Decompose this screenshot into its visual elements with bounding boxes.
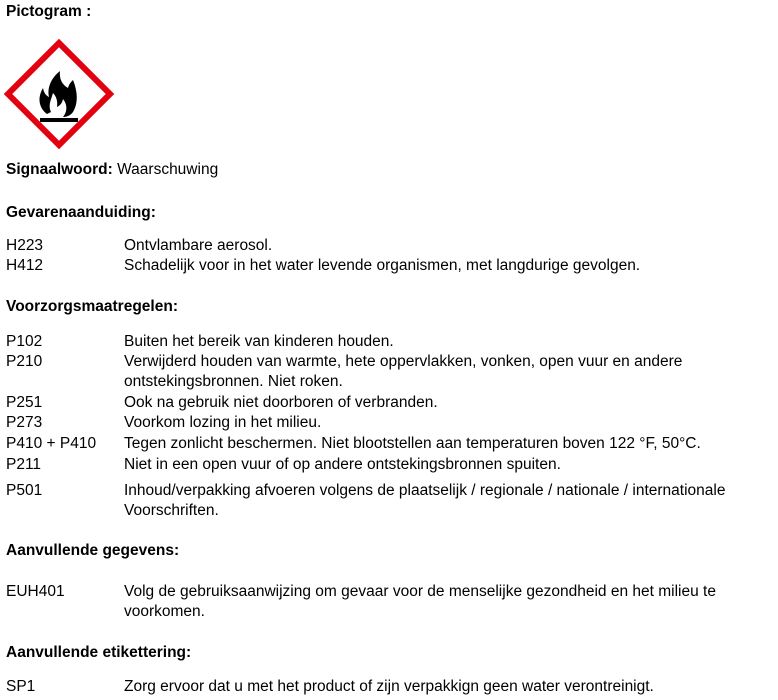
precaution-code: P273 [6, 414, 43, 431]
hazard-heading: Gevarenaanduiding: [6, 204, 156, 221]
precaution-text: Tegen zonlicht beschermen. Niet blootstellen aan temperaturen boven 122 °F, 50°C. [124, 435, 701, 452]
precaution-code: P251 [6, 394, 43, 411]
precaution-text: Ook na gebruik niet doorboren of verbranden. [124, 394, 438, 411]
hazard-text: Schadelijk voor in het water levende organismen, met langdurige gevolgen. [124, 257, 641, 274]
precaution-text: Niet in een open vuur of op andere ontstekingsbronnen spuiten. [124, 456, 561, 473]
precaution-text: Voorkom lozing in het milieu. [124, 414, 322, 431]
hazard-code: H412 [6, 257, 44, 274]
labelling-code: SP1 [6, 678, 36, 695]
signal-word-label: Signaalwoord: [6, 161, 113, 178]
labelling-text: Zorg ervoor dat u met het product of zijn verpakkign geen water verontreinigt. [124, 678, 654, 695]
hazard-code: H223 [6, 237, 44, 254]
flame-icon [3, 38, 115, 150]
labelling-heading: Aanvullende etikettering: [6, 644, 192, 661]
precaution-code: P210 [6, 353, 43, 370]
precaution-code: P211 [6, 456, 42, 473]
precaution-text: Verwijderd houden van warmte, hete oppervlakken, vonken, open vuur en andere ontstekingsbronnen. Niet roken. [124, 353, 683, 390]
signal-word-value: Waarschuwing [117, 161, 219, 178]
supplementary-code: EUH401 [6, 583, 65, 600]
supplementary-heading: Aanvullende gegevens: [6, 542, 180, 559]
precaution-text: Inhoud/verpakking afvoeren volgens de plaatselijk / regionale / nationale / internationale Voorschriften. [124, 482, 726, 519]
pictogram-heading: Pictogram : [6, 3, 92, 20]
precaution-code: P102 [6, 333, 43, 350]
precaution-heading: Voorzorgsmaatregelen: [6, 298, 178, 315]
signal-word [6, 161, 218, 179]
precaution-code: P410 + P410 [6, 435, 97, 452]
precaution-code: P501 [6, 482, 43, 499]
precaution-text: Buiten het bereik van kinderen houden. [124, 333, 394, 350]
hazard-text: Ontvlambare aerosol. [124, 237, 273, 254]
supplementary-text: Volg de gebruiksaanwijzing om gevaar voor de menselijke gezondheid en het milieu te voorkomen. [124, 583, 716, 620]
